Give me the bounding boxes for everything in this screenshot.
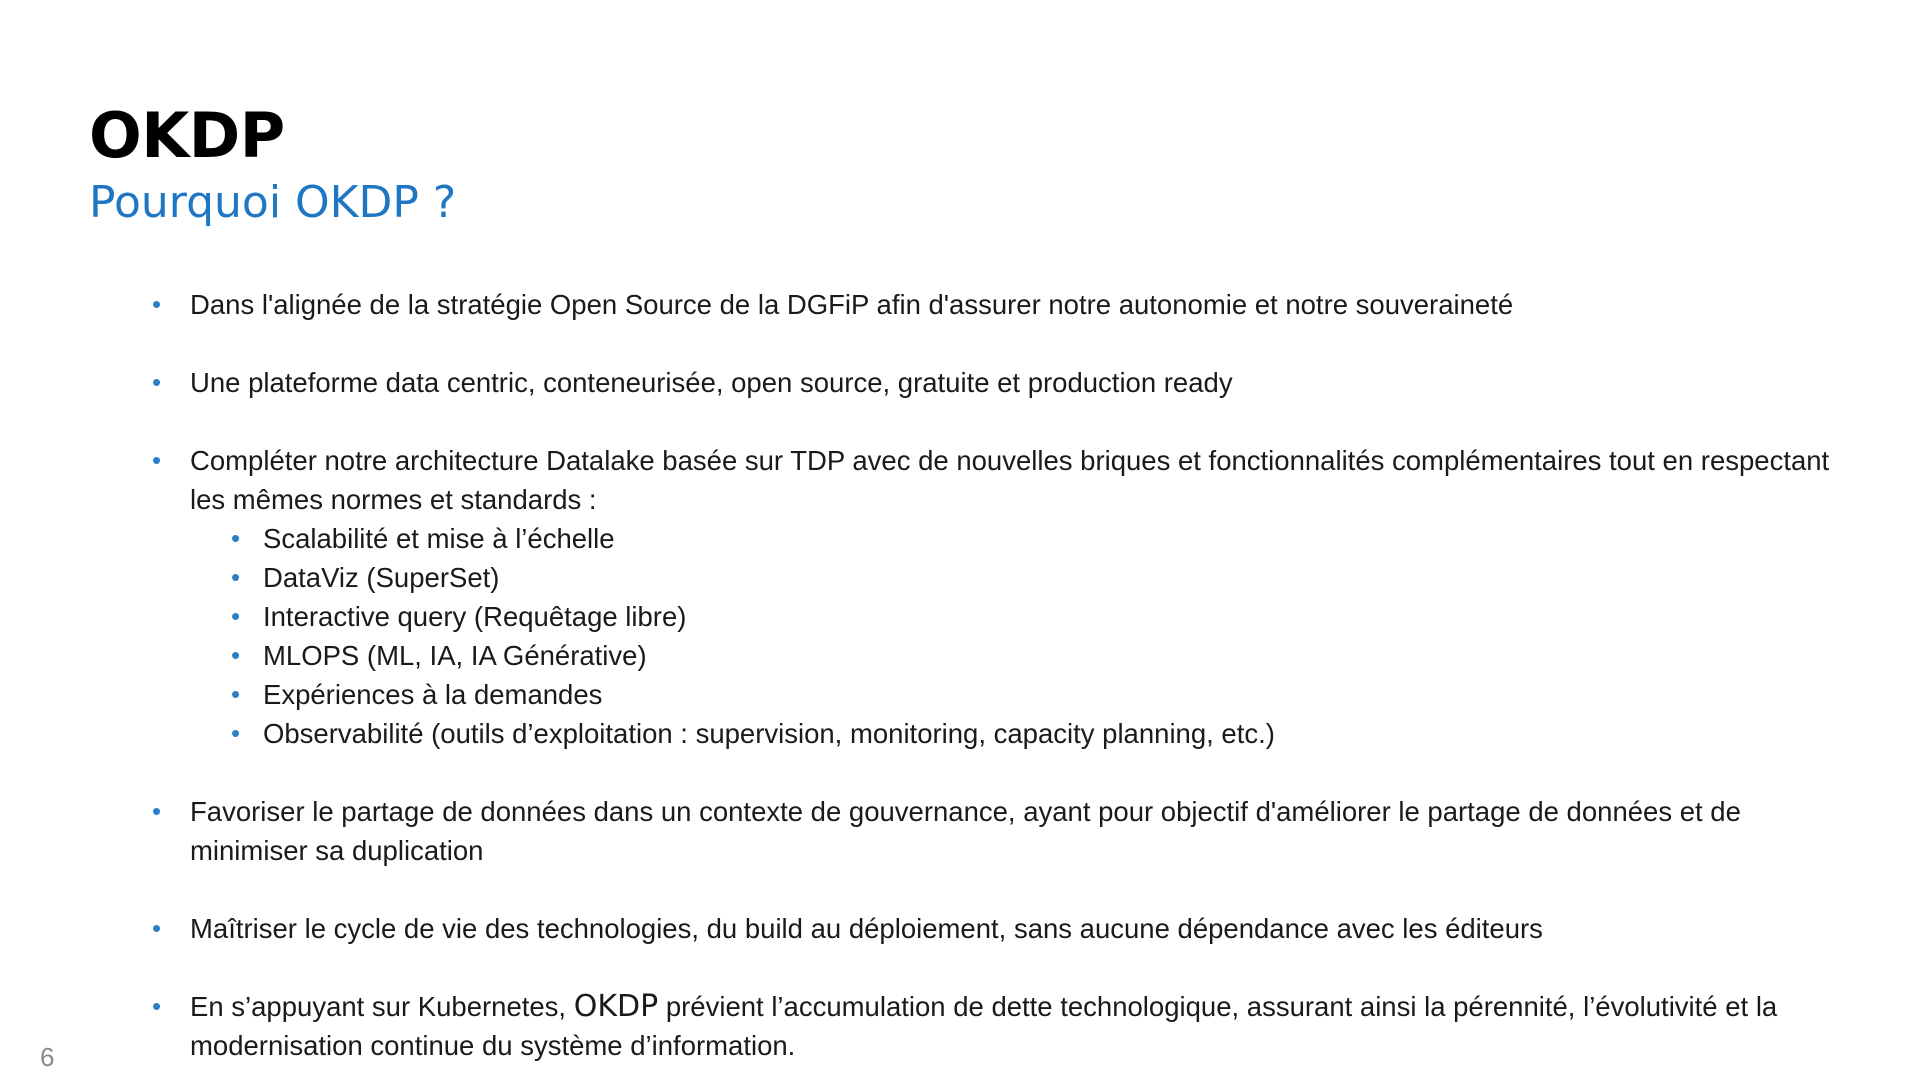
sub-bullet-item: • MLOPS (ML, IA, IA Générative)	[263, 636, 1830, 675]
bullet-emphasis: OKDP	[573, 989, 659, 1024]
sub-bullet-list	[190, 519, 1830, 753]
sub-bullet-item: • Scalabilité et mise à l’échelle	[263, 519, 1830, 558]
bullet-text: Une plateforme data centric, conteneurisée, open source, gratuite et production ready	[190, 367, 1233, 398]
slide-content	[150, 285, 1830, 1080]
bullet-item	[150, 987, 1830, 1065]
bullet-text-after: prévient l’accumulation de dette technologique, assurant ainsi la pérennité, l’évolutivité et la modernisation continue du système d’information.	[190, 991, 1778, 1061]
bullet-text-before: En s’appuyant sur Kubernetes,	[190, 991, 574, 1022]
bullet-text: Compléter notre architecture Datalake basée sur TDP avec de nouvelles briques et fonctionnalités complémentaires tout en respectant les mêmes normes et standards :	[190, 445, 1830, 515]
bullet-text: Dans l'alignée de la stratégie Open Source de la DGFiP afin d'assurer notre autonomie et notre souveraineté	[190, 289, 1514, 320]
sub-bullet-item: • Observabilité (outils d’exploitation : supervision, monitoring, capacity planning, etc.)	[263, 714, 1830, 753]
sub-bullet-item: • Interactive query (Requêtage libre)	[263, 597, 1830, 636]
bullet-item	[150, 363, 1830, 402]
sub-bullet-item: • Expériences à la demandes	[263, 675, 1830, 714]
sub-bullet-item: • DataViz (SuperSet)	[263, 558, 1830, 597]
bullet-item	[150, 441, 1830, 753]
bullet-item	[150, 792, 1830, 870]
bullet-text: Favoriser le partage de données dans un contexte de gouvernance, ayant pour objectif d'améliorer le partage de données et de minimiser sa duplication	[190, 796, 1741, 866]
bullet-text: Maîtriser le cycle de vie des technologies, du build au déploiement, sans aucune dépendance avec les éditeurs	[190, 913, 1543, 944]
slide-subtitle: Pourquoi OKDP ?	[89, 177, 457, 228]
slide-title: OKDP	[89, 99, 285, 172]
bullet-list	[150, 285, 1830, 1065]
bullet-item	[150, 285, 1830, 324]
bullet-item	[150, 909, 1830, 948]
page-number: 6	[40, 1042, 55, 1072]
